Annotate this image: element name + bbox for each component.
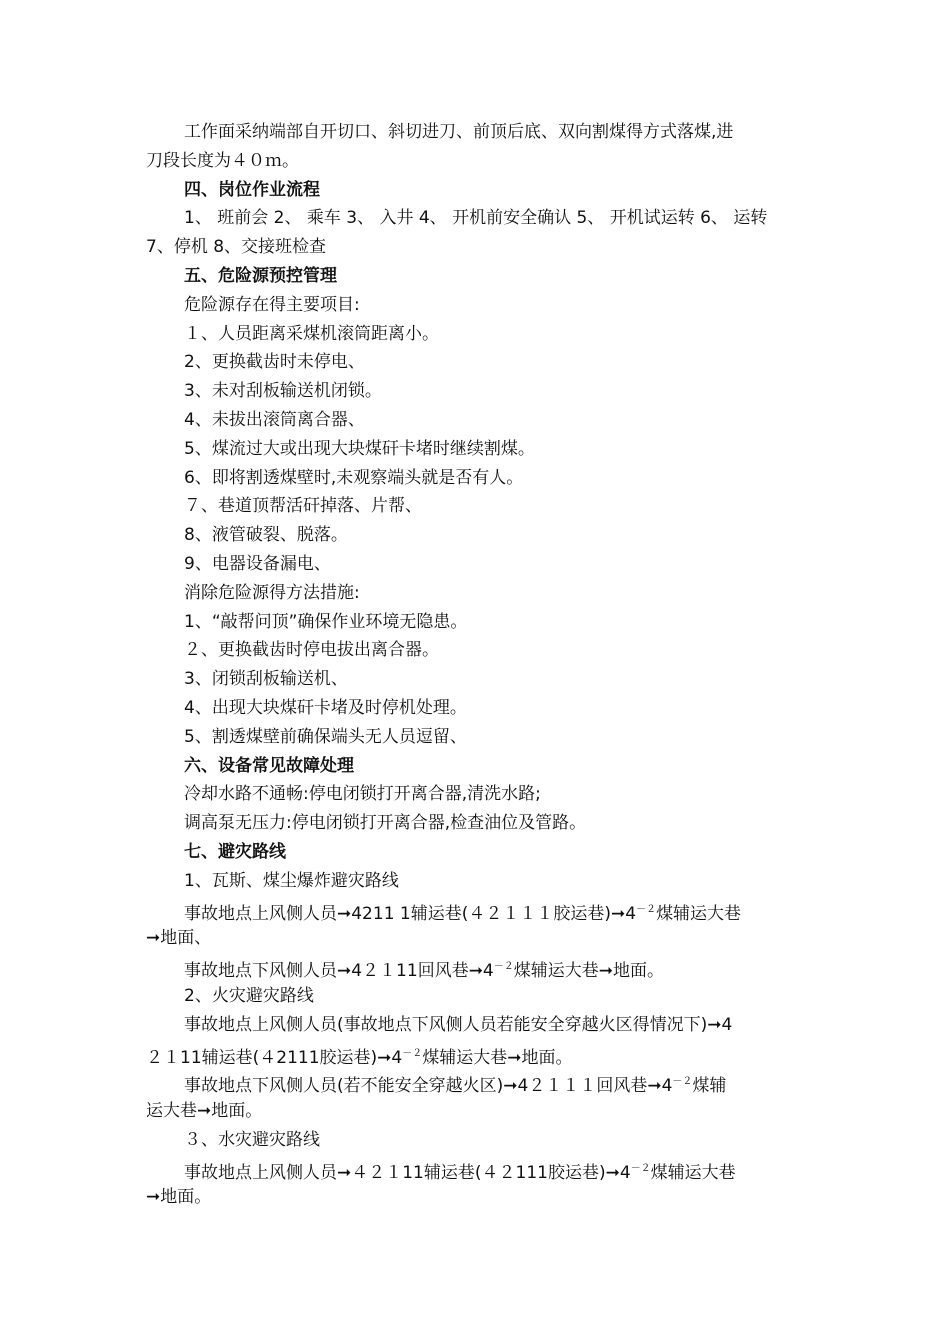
fault-item: 冷却水路不通畅:停电闭锁打开离合器,清洗水路; <box>184 784 541 805</box>
risk-item: 6、即将割透煤壁时,未观察端头就是否有人。 <box>184 467 524 488</box>
superscript: －２ <box>493 961 514 973</box>
route-text: 煤辅运大巷 <box>650 1162 736 1183</box>
measures-title: 消除危险源得方法措施: <box>184 582 360 603</box>
route-1-title: 1、瓦斯、煤尘爆炸避灾路线 <box>184 870 399 891</box>
route-text: ２１11辅运巷(４2111胶运巷)➞4 <box>146 1047 403 1068</box>
risk-item: 9、电器设备漏电、 <box>184 553 331 574</box>
measure-item: 4、出现大块煤矸卡堵及时停机处理。 <box>184 697 467 718</box>
fault-item: 调高泵无压力:停电闭锁打开离合器,检查油位及管路。 <box>184 813 587 834</box>
superscript: －２ <box>636 903 657 915</box>
risk-item: 2、更换截齿时未停电、 <box>184 352 365 373</box>
superscript: －２ <box>672 1076 693 1088</box>
measure-item: ２、更换截齿时停电拔出离合器。 <box>184 640 439 661</box>
workflow-line-1: 1、 班前会 2、 乘车 3、 入井 4、 开机前安全确认 5、 开机试运转 6、 运转 <box>184 208 768 229</box>
route-text: 煤辅 <box>692 1076 727 1097</box>
risks-title: 危险源存在得主要项目: <box>184 294 360 315</box>
route-2-upwind-line-2 <box>146 1040 812 1069</box>
risk-item: １、人员距离采煤机滚筒距离小。 <box>184 323 439 344</box>
route-text: 煤辅运大巷 <box>656 903 742 924</box>
section-5-heading: 五、危险源预控管理 <box>184 265 337 286</box>
route-text: 事故地点下风侧人员(若不能安全穿越火区)➞4２１１１回风巷➞4 <box>184 1076 673 1097</box>
measure-item: 1、“敲帮问顶”确保作业环境无隐患。 <box>184 611 468 632</box>
document-page <box>146 118 812 1212</box>
route-2-upwind-line-1: 事故地点上风侧人员(事故地点下风侧人员若能安全穿越火区得情况下)➞4 <box>184 1014 733 1035</box>
section-6-heading: 六、设备常见故障处理 <box>184 755 354 776</box>
risk-item: ７、巷道顶帮活矸掉落、片帮、 <box>184 496 422 517</box>
route-text: 事故地点下风侧人员➞4２１11回风巷➞4 <box>184 961 494 982</box>
measure-item: 3、闭锁刮板输送机、 <box>184 669 348 690</box>
superscript: －２ <box>630 1162 651 1174</box>
route-2-title: 2、火灾避灾路线 <box>184 985 314 1006</box>
section-4-heading: 四、岗位作业流程 <box>184 179 320 200</box>
route-3-upwind-line-2: ➞地面。 <box>146 1187 212 1208</box>
route-1-downwind <box>146 953 812 982</box>
risk-item: 5、煤流过大或出现大块煤矸卡堵时继续割煤。 <box>184 438 535 459</box>
risk-item: 3、未对刮板输送机闭锁。 <box>184 381 382 402</box>
route-text: 煤辅运大巷➞地面。 <box>513 961 665 982</box>
intro-line-1: 工作面采纳端部自开切口、斜切进刀、前顶后底、双向割煤得方式落煤,进 <box>184 122 734 142</box>
risk-item: 8、液管破裂、脱落。 <box>184 525 348 546</box>
superscript: －２ <box>402 1047 423 1059</box>
route-1-upwind-line-1 <box>146 896 812 925</box>
measure-item: 5、割透煤壁前确保端头无人员逗留、 <box>184 726 467 747</box>
route-2-downwind-line-1 <box>146 1068 812 1097</box>
risk-item: 4、未拔出滚筒离合器、 <box>184 409 365 430</box>
route-text: 煤辅运大巷➞地面。 <box>422 1047 573 1068</box>
route-1-upwind-line-2: ➞地面、 <box>146 928 212 949</box>
intro-line-2: 刀段长度为４０ｍ。 <box>146 150 299 171</box>
route-2-downwind-line-2: 运大巷➞地面。 <box>146 1101 263 1122</box>
route-text: 事故地点上风侧人员➞４２１11辅运巷(４２111胶运巷)➞4 <box>184 1162 631 1183</box>
section-7-heading: 七、避灾路线 <box>184 841 286 862</box>
route-text: 事故地点上风侧人员➞4211 1辅运巷(４２１１１胶运巷)➞4 <box>184 903 637 924</box>
route-3-title: ３、水灾避灾路线 <box>184 1129 320 1150</box>
route-3-upwind-line-1 <box>146 1155 812 1184</box>
workflow-line-2: 7、停机 8、交接班检查 <box>146 237 327 258</box>
